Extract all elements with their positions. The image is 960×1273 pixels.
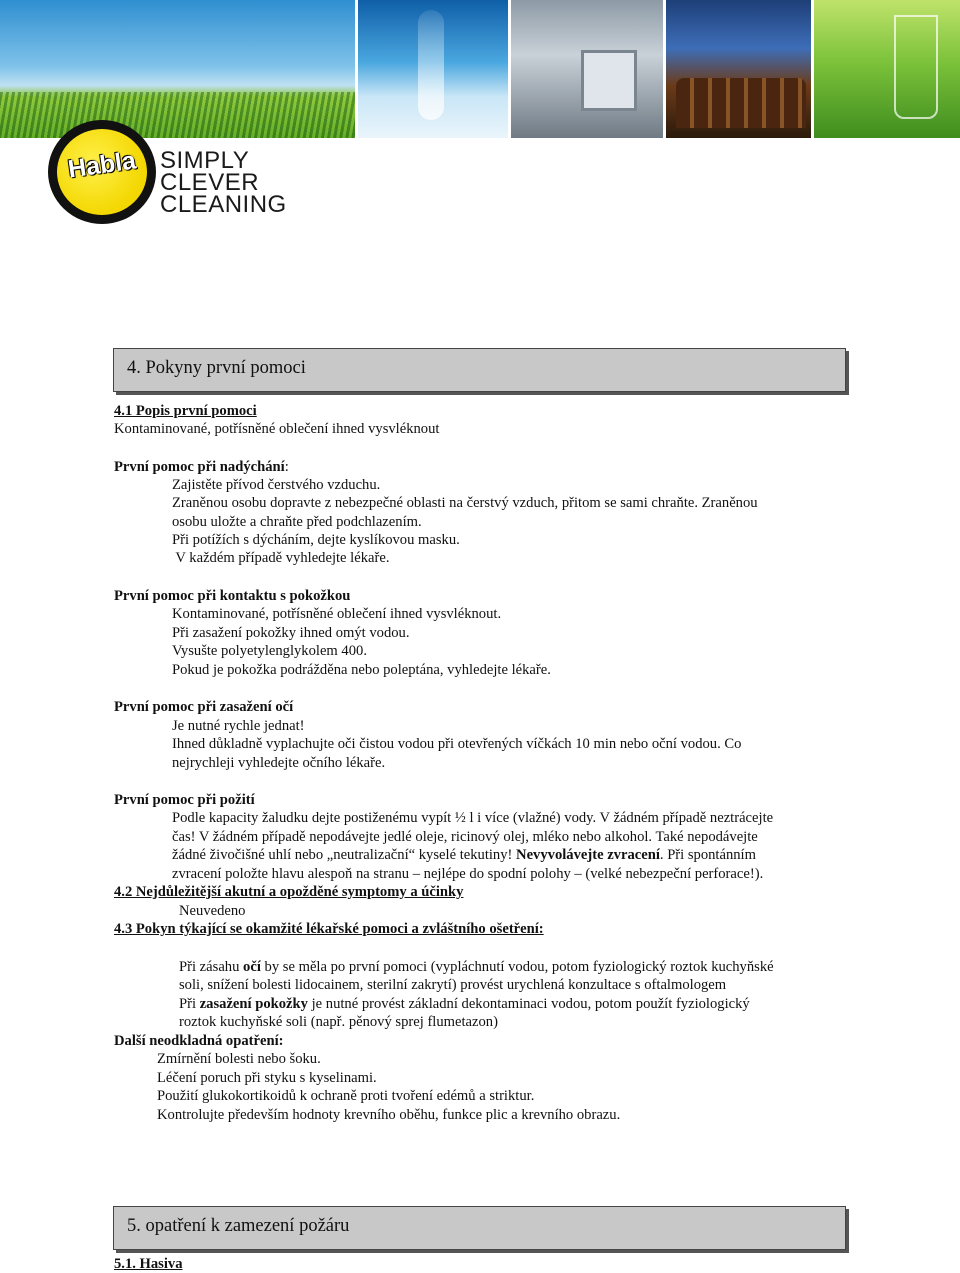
subsection-4-1-title: 4.1 Popis první pomoci: [114, 403, 257, 419]
section-5-header: [113, 1206, 846, 1250]
subsection-4-3-line: Při zásahu očí by se měla po první pomoci (vypláchnutí vodou, potom fyziologický roztok kuchyňské: [179, 959, 774, 975]
subsection-4-2-title: 4.2 Nejdůležitější akutní a opožděné symptomy a účinky: [114, 884, 464, 900]
ingestion-line: Podle kapacity žaludku dejte postiženému vypít ½ l i více (vlažné) vody. V žádném případě neztrácejte: [172, 810, 774, 826]
skin-line: Pokud je pokožka podrážděna nebo poleptána, vyhledejte lékaře.: [172, 662, 551, 678]
subsection-5-1-title: 5.1. Hasiva: [114, 1256, 183, 1272]
skin-heading: První pomoc při kontaktu s pokožkou: [114, 588, 351, 604]
inhalation-line: V každém případě vyhledejte lékaře.: [172, 550, 390, 566]
eyes-line: Je nutné rychle jednat!: [172, 718, 305, 734]
company-logo: [48, 120, 287, 228]
banner-photo-grass: [0, 0, 355, 138]
logo-slogan-line: CLEVER: [160, 169, 260, 196]
section-4-title: 4. Pokyny první pomoci: [127, 358, 306, 378]
logo-badge: [48, 120, 156, 224]
subsection-4-3-line: roztok kuchyňské soli (např. pěnový sprej flumetazon): [179, 1014, 498, 1030]
section-4-header: [113, 348, 846, 392]
eyes-line: nejrychleji vyhledejte očního lékaře.: [172, 755, 386, 771]
skin-line: Vysušte polyetylenglykolem 400.: [172, 643, 367, 659]
further-measures-heading: Další neodkladná opatření:: [114, 1033, 284, 1049]
skin-line: Kontaminované, potřísněné oblečení ihned vysvléknout.: [172, 606, 502, 622]
inhalation-line: Zraněnou osobu dopravte z nebezpečné oblasti na čerstvý vzduch, přitom se sami chraňte. Zraněnou: [172, 495, 758, 511]
banner-photo-bottles: [666, 0, 811, 138]
logo-badge-text: Habla: [66, 146, 138, 184]
eyes-heading: První pomoc při zasažení očí: [114, 699, 294, 715]
inhalation-line: Při potížích s dýcháním, dejte kyslíkovou masku.: [172, 532, 460, 548]
subsection-4-1-text: Kontaminované, potřísněné oblečení ihned vysvléknout: [114, 421, 440, 437]
further-measures-line: Léčení poruch při styku s kyselinami.: [157, 1070, 377, 1086]
inhalation-line: Zajistěte přívod čerstvého vzduchu.: [172, 477, 381, 493]
banner-photo-lab: [814, 0, 960, 138]
further-measures-line: Kontrolujte především hodnoty krevního oběhu, funkce plic a krevního obrazu.: [157, 1107, 621, 1123]
ingestion-line: žádné živočišné uhlí nebo „neutralizační“ kyselé tekutiny! Nevyvolávejte zvracení. Při spontánním: [172, 847, 756, 863]
logo-slogan: [160, 147, 287, 218]
skin-line: Při zasažení pokožky ihned omýt vodou.: [172, 625, 410, 641]
header-banner: [0, 0, 960, 138]
subsection-4-2-text: Neuvedeno: [179, 903, 246, 919]
ingestion-heading: První pomoc při požití: [114, 792, 255, 808]
inhalation-line: osobu uložte a chraňte před podchlazením.: [172, 514, 422, 530]
subsection-4-3-title: 4.3 Pokyn týkající se okamžité lékařské pomoci a zvláštního ošetření:: [114, 921, 544, 937]
section-5-title: 5. opatření k zamezení požáru: [127, 1216, 350, 1236]
inhalation-heading: První pomoc při nadýchání:: [114, 459, 289, 475]
logo-slogan-line: SIMPLY: [160, 147, 250, 174]
subsection-4-3-line: Při zasažení pokožky je nutné provést základní dekontaminaci vodou, potom použít fyziologický: [179, 996, 750, 1012]
eyes-line: Ihned důkladně vyplachujte oči čistou vodou při otevřených víčkách 10 min nebo oční vodou. Co: [172, 736, 742, 752]
subsection-4-3-line: soli, snížení bolesti lidocainem, sterilní zakrytí) provést urychlená konzultace s oftalmologem: [179, 977, 727, 993]
banner-photo-water: [358, 0, 508, 138]
ingestion-line: zvracení položte hlavu alespoň na stranu – nejlépe do spodní polohy – (velké nebezpeční perforace!).: [172, 866, 764, 882]
banner-photo-industrial: [511, 0, 663, 138]
further-measures-line: Použití glukokortikoidů k ochraně proti tvoření edémů a striktur.: [157, 1088, 535, 1104]
further-measures-line: Zmírnění bolesti nebo šoku.: [157, 1051, 321, 1067]
logo-slogan-line: CLEANING: [160, 191, 287, 218]
ingestion-line: čas! V žádném případě nepodávejte jedlé oleje, ricinový olej, mléko nebo alkohol. Také nepodávejte: [172, 829, 758, 845]
